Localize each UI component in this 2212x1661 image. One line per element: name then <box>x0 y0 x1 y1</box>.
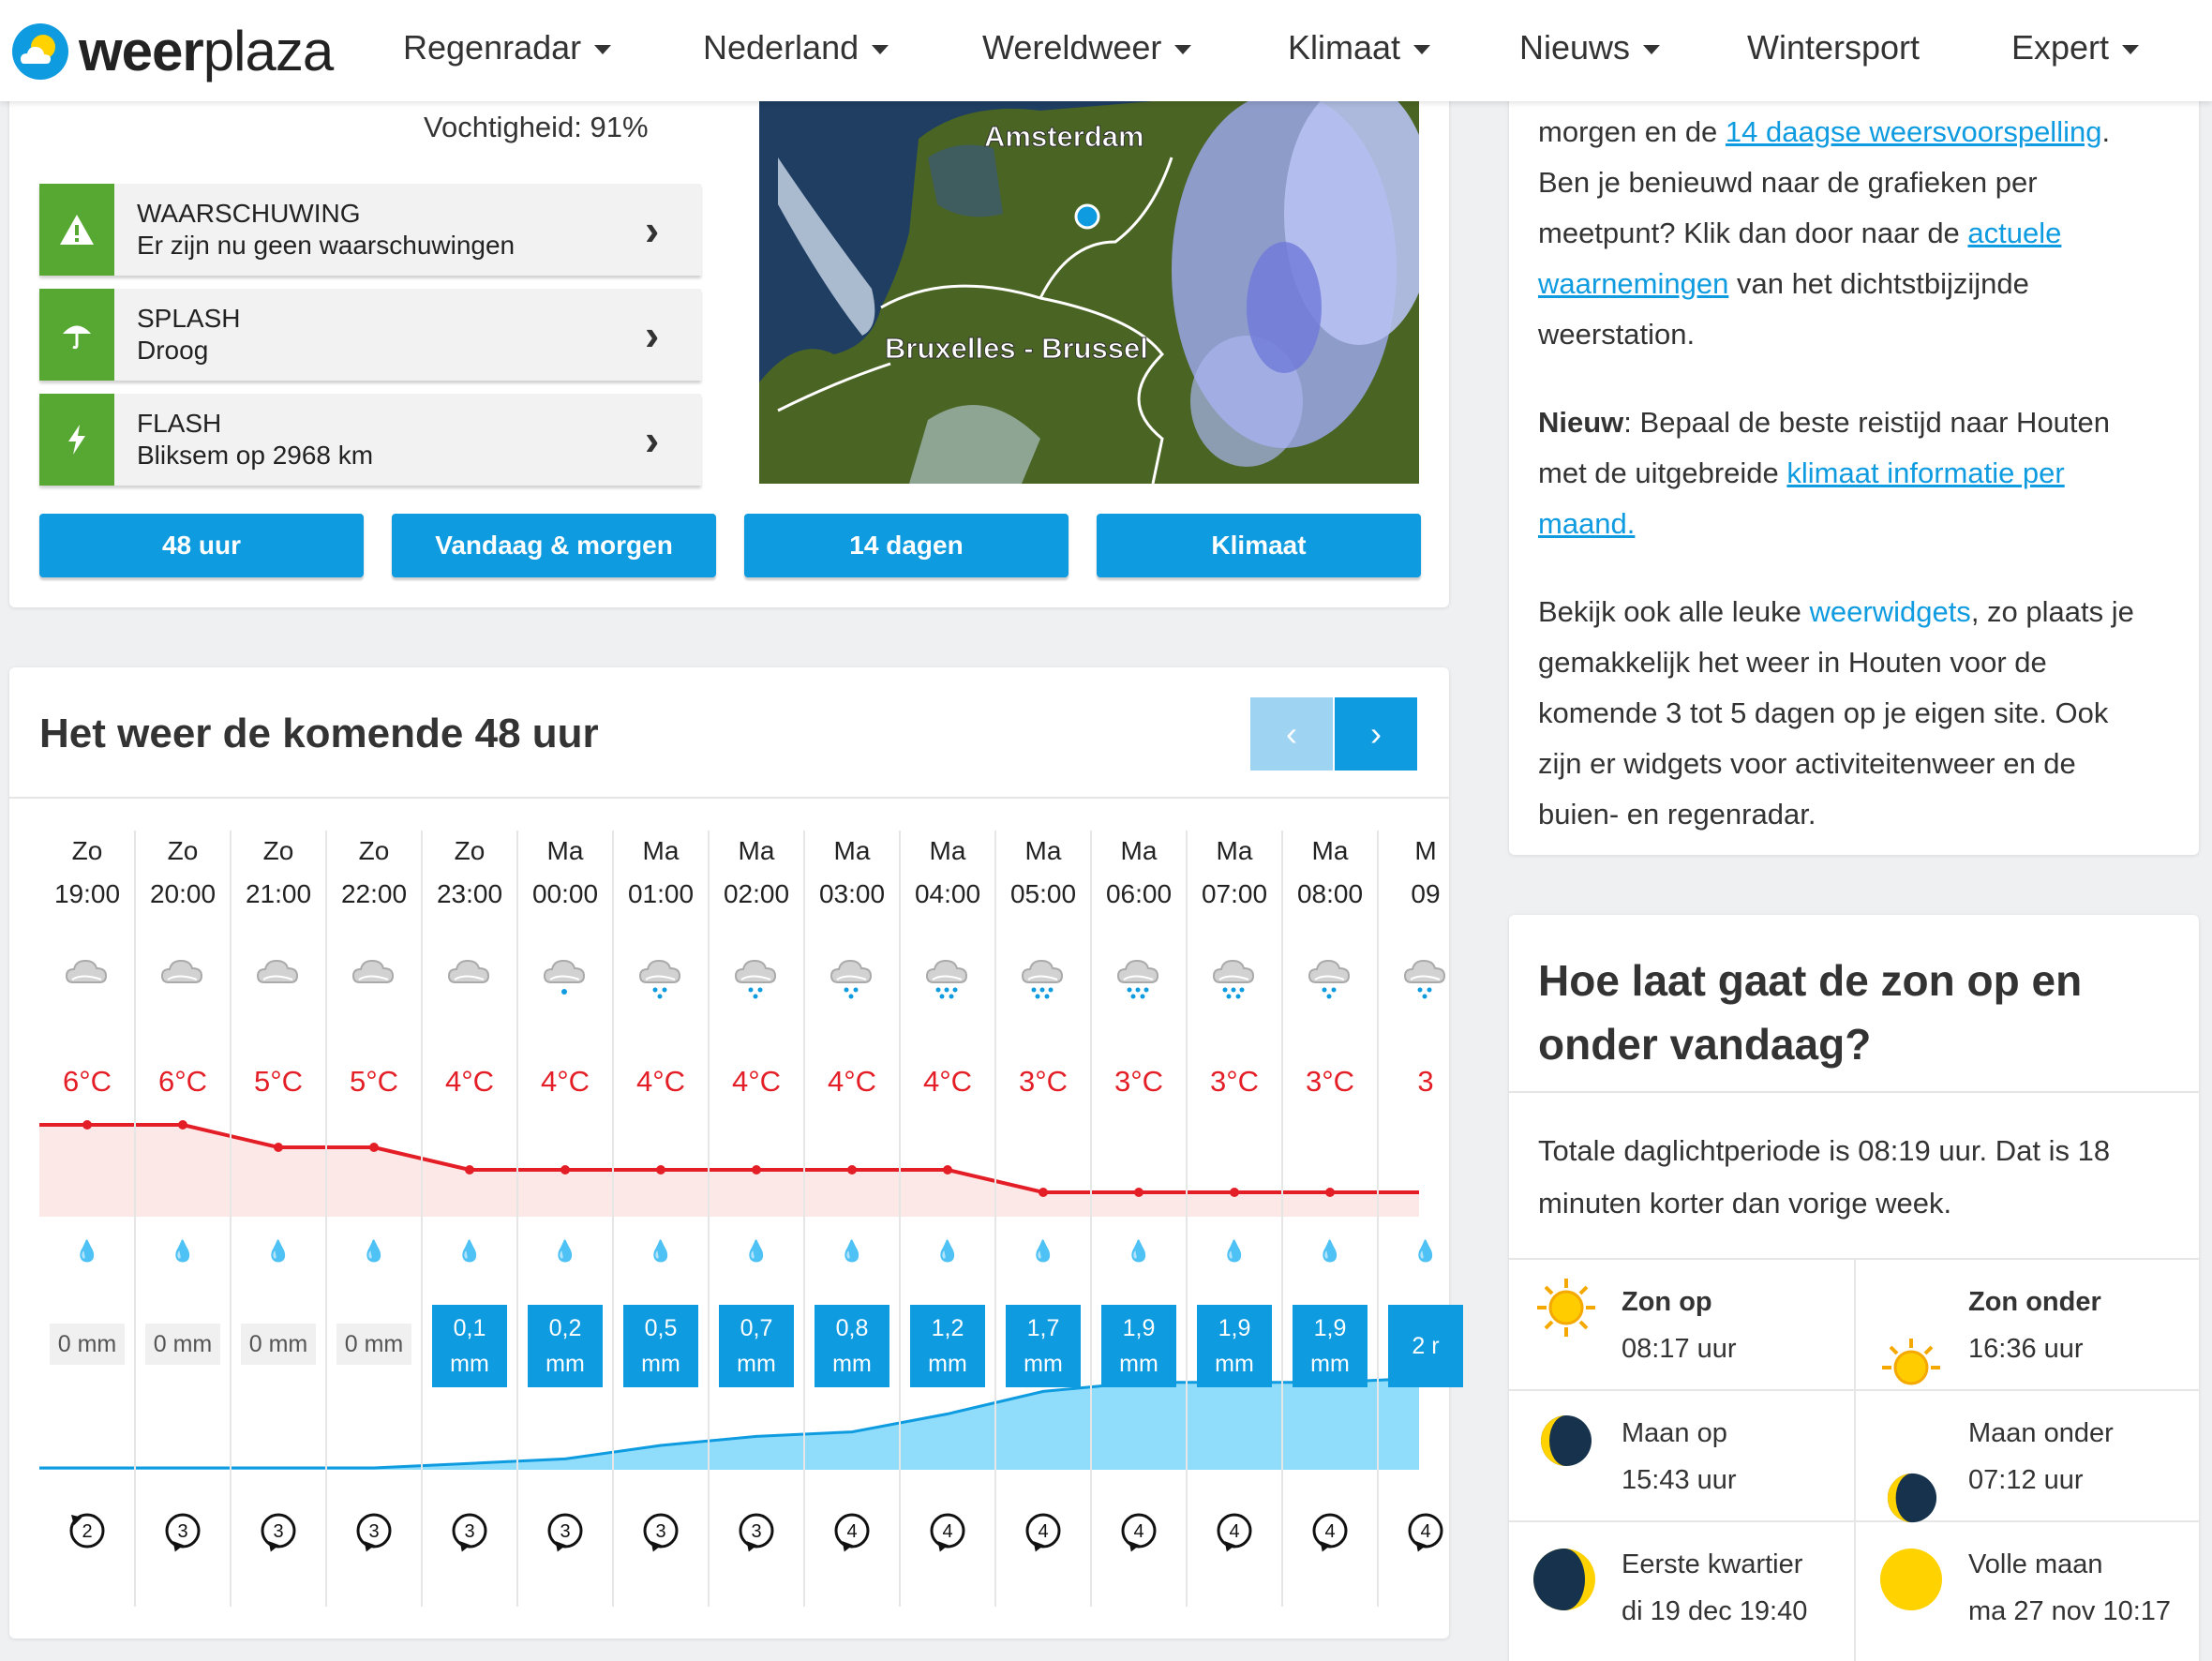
chevron-down-icon <box>594 45 611 54</box>
forecast-hour-column <box>231 804 326 1607</box>
wind-direction-icon <box>1115 1507 1162 1554</box>
warning-alert[interactable] <box>39 184 701 276</box>
button-klimaat[interactable]: Klimaat <box>1097 514 1421 577</box>
hour-temperature: 5°C <box>349 1065 399 1098</box>
top-navbar <box>0 0 2212 101</box>
hour-precipitation: 1,9 mm <box>1293 1305 1368 1387</box>
forecast-title: Het weer de komende 48 uur <box>39 711 599 756</box>
nav-wintersport[interactable]: Wintersport <box>1747 28 1921 67</box>
cloud-icon <box>159 954 206 1001</box>
umbrella-icon <box>60 318 94 352</box>
drizzle-icon <box>542 954 589 1001</box>
raindrop-icon: 💧 <box>743 1239 770 1263</box>
chevron-right-icon: › <box>645 205 660 254</box>
forecast-hour-column <box>422 804 517 1607</box>
wind-direction-icon <box>829 1507 875 1554</box>
map-label-amsterdam: Amsterdam <box>984 120 1144 153</box>
raindrop-icon: 💧 <box>361 1239 387 1263</box>
button-14-dagen[interactable]: 14 dagen <box>744 514 1069 577</box>
alert-title: SPLASH <box>137 304 241 333</box>
cloud-icon <box>351 954 397 1001</box>
chevron-down-icon <box>1413 45 1430 54</box>
alert-text: Er zijn nu geen waarschuwingen <box>137 231 516 260</box>
wind-direction-icon <box>159 1507 206 1554</box>
chevron-right-icon: › <box>1370 714 1382 753</box>
nav-regenradar[interactable]: Regenradar <box>403 28 611 67</box>
heavy-rain-icon <box>924 954 971 1001</box>
moonrise-label: Maan op <box>1622 1418 1727 1448</box>
wind-force: 4 <box>1420 1521 1431 1542</box>
wind-direction-icon <box>446 1507 493 1554</box>
forecast-hour-column <box>709 804 804 1607</box>
link-weerwidgets[interactable]: weerwidgets <box>1809 595 1971 628</box>
hour-day: Ma <box>1311 836 1349 865</box>
hour-day: Ma <box>642 836 680 865</box>
prev-button[interactable] <box>1250 697 1333 771</box>
rain-icon <box>1402 954 1449 1001</box>
wind-force: 2 <box>82 1521 93 1542</box>
moonset-label: Maan onder <box>1968 1418 2114 1448</box>
full-moon-date: ma 27 nov 10:17 <box>1968 1596 2172 1626</box>
lightning-icon <box>65 423 89 456</box>
moonrise-time: 15:43 uur <box>1622 1465 1737 1495</box>
hour-time: 21:00 <box>245 879 312 908</box>
raindrop-icon: 💧 <box>934 1239 961 1263</box>
hour-temperature: 6°C <box>157 1065 208 1098</box>
sunset-icon <box>1880 1337 1942 1387</box>
forecast-hour-column <box>1091 804 1187 1607</box>
hour-time: 08:00 <box>1296 879 1364 908</box>
splash-alert[interactable] <box>39 289 701 381</box>
forecast-hour-column <box>804 804 900 1607</box>
wind-direction-icon <box>637 1507 684 1554</box>
cloud-icon <box>255 954 302 1001</box>
divider <box>9 797 1449 799</box>
moonrise-icon <box>1539 1414 1593 1468</box>
radar-map[interactable] <box>759 101 1419 484</box>
wind-force: 4 <box>1038 1521 1049 1542</box>
wind-direction-icon <box>1020 1507 1067 1554</box>
hour-precipitation: 0 mm <box>145 1324 220 1365</box>
link-actuele-waarnemingen[interactable]: actuele waarnemingen <box>1538 217 2062 300</box>
forecast-hour-column <box>39 804 135 1607</box>
raindrop-icon: 💧 <box>1030 1239 1056 1263</box>
hour-precipitation: 2 r <box>1388 1305 1463 1387</box>
map-label-brussel: Bruxelles - Brussel <box>885 332 1148 365</box>
wind-direction-icon <box>351 1507 397 1554</box>
hour-day: Ma <box>546 836 584 865</box>
flash-alert[interactable] <box>39 394 701 486</box>
hour-day: Ma <box>1120 836 1158 865</box>
sunset-label: Zon onder <box>1968 1287 2101 1317</box>
forecast-hour-column <box>135 804 231 1607</box>
hour-time: 07:00 <box>1201 879 1268 908</box>
chevron-down-icon <box>1174 45 1191 54</box>
hour-precipitation: 0 mm <box>336 1324 411 1365</box>
rain-icon <box>829 954 875 1001</box>
rain-icon <box>733 954 780 1001</box>
first-quarter-date: di 19 dec 19:40 <box>1622 1596 1808 1626</box>
nav-wereldweer[interactable]: Wereldweer <box>982 28 1191 67</box>
hour-precipitation: 0,8 mm <box>815 1305 889 1387</box>
hour-day: Zo <box>71 836 103 865</box>
info-text: morgen en de 14 daagse weersvoorspelling. Ben je benieuwd naar de grafieken per meetpunt? Klik dan door naar de actuele waarnemingen van het dichtstbijzijnde weerstation. Nieuw: Bepaal de beste reistijd naar Houten met de uitgebreide klimaat informatie per maand. Bekijk ook alle leuke weerwidgets, zo plaats je gemakkelijk het weer in Houten voor de komende 3 tot 5 dagen op je eigen site. Ook zijn er widgets voor activiteitenweer en de buien- en regenradar. <box>1538 115 2134 830</box>
forecast-hour-column <box>995 804 1091 1607</box>
hour-precipitation: 1,2 mm <box>910 1305 985 1387</box>
raindrop-icon: 💧 <box>648 1239 674 1263</box>
link-klimaat-info[interactable]: klimaat informatie per maand. <box>1538 456 2065 540</box>
hour-precipitation: 0,5 mm <box>623 1305 698 1387</box>
moonset-icon <box>1886 1472 1938 1524</box>
hour-temperature: 4°C <box>922 1065 973 1098</box>
chevron-down-icon <box>872 45 889 54</box>
forecast-hour-column <box>517 804 613 1607</box>
heavy-rain-icon <box>1115 954 1162 1001</box>
wind-force: 4 <box>942 1521 953 1542</box>
forecast-hour-column <box>1378 804 1473 1607</box>
daylight-text: Totale daglichtperiode is 08:19 uur. Dat is 18 minuten korter dan vorige week. <box>1538 1134 2111 1220</box>
hour-temperature: 3°C <box>1305 1065 1355 1098</box>
hour-time: 22:00 <box>340 879 408 908</box>
next-button[interactable] <box>1335 697 1417 771</box>
raindrop-icon: 💧 <box>1317 1239 1343 1263</box>
nav-klimaat[interactable]: Klimaat <box>1288 28 1430 67</box>
hour-time: 23:00 <box>436 879 503 908</box>
wind-direction-icon <box>542 1507 589 1554</box>
hour-time: 05:00 <box>1009 879 1077 908</box>
hour-temperature: 5°C <box>253 1065 304 1098</box>
first-quarter-label: Eerste kwartier <box>1622 1549 1803 1579</box>
hour-time: 09 <box>1411 879 1441 908</box>
hour-day: Ma <box>738 836 775 865</box>
alert-text: Droog <box>137 336 209 365</box>
wind-force: 4 <box>1324 1521 1336 1542</box>
button-48-uur[interactable]: 48 uur <box>39 514 364 577</box>
nav-nieuws[interactable]: Nieuws <box>1519 28 1660 67</box>
hour-day: Zo <box>262 836 294 865</box>
heavy-rain-icon <box>1020 954 1067 1001</box>
alert-title: WAARSCHUWING <box>137 199 361 228</box>
sunset-time: 16:36 uur <box>1968 1334 2084 1364</box>
raindrop-icon: 💧 <box>1221 1239 1248 1263</box>
full-moon-icon <box>1878 1547 1944 1612</box>
sun-title: Hoe laat gaat de zon op en onder vandaag? <box>1538 956 2083 1069</box>
raindrop-icon: 💧 <box>839 1239 865 1263</box>
forecast-hour-column <box>1187 804 1282 1607</box>
nav-expert[interactable]: Expert <box>2011 28 2139 67</box>
hour-day: Zo <box>454 836 486 865</box>
hour-precipitation: 1,9 mm <box>1101 1305 1176 1387</box>
forecast-hour-column <box>613 804 709 1607</box>
hour-time: 06:00 <box>1105 879 1173 908</box>
chevron-right-icon: › <box>645 310 660 359</box>
hour-day: Ma <box>1024 836 1062 865</box>
sunrise-icon <box>1535 1277 1597 1339</box>
hour-precipitation: 0,7 mm <box>719 1305 794 1387</box>
wind-direction-icon <box>924 1507 971 1554</box>
hour-time: 00:00 <box>531 879 599 908</box>
wind-force: 3 <box>655 1521 666 1542</box>
hour-temperature: 4°C <box>635 1065 686 1098</box>
radar-map-image <box>759 101 1419 484</box>
hour-time: 01:00 <box>627 879 695 908</box>
hour-time: 19:00 <box>53 879 121 908</box>
hour-temperature: 4°C <box>827 1065 877 1098</box>
hour-temperature: 6°C <box>62 1065 112 1098</box>
hour-day: Ma <box>1216 836 1253 865</box>
raindrop-icon: 💧 <box>265 1239 291 1263</box>
hour-day: M <box>1414 836 1437 865</box>
cloud-icon <box>64 954 111 1001</box>
hour-day: Zo <box>167 836 199 865</box>
nav-nederland[interactable]: Nederland <box>703 28 889 67</box>
rain-icon <box>1307 954 1353 1001</box>
hour-temperature: 4°C <box>444 1065 495 1098</box>
chevron-right-icon: › <box>645 415 660 464</box>
cloud-icon <box>446 954 493 1001</box>
wind-direction-icon <box>1402 1507 1449 1554</box>
sunrise-time: 08:17 uur <box>1622 1334 1737 1364</box>
hour-precipitation: 0,1 mm <box>432 1305 507 1387</box>
chevron-left-icon: ‹ <box>1286 714 1297 753</box>
chevron-down-icon <box>2122 45 2139 54</box>
wind-force: 4 <box>1133 1521 1144 1542</box>
wind-force: 3 <box>464 1521 475 1542</box>
heavy-rain-icon <box>1211 954 1258 1001</box>
hour-temperature: 3°C <box>1113 1065 1164 1098</box>
hour-precipitation: 0 mm <box>50 1324 125 1365</box>
wind-direction-icon <box>1211 1507 1258 1554</box>
forecast-hour-column <box>900 804 995 1607</box>
raindrop-icon: 💧 <box>170 1239 196 1263</box>
forecast-hour-column <box>1282 804 1378 1607</box>
wind-direction-icon <box>64 1507 111 1554</box>
wind-direction-icon <box>733 1507 780 1554</box>
raindrop-icon: 💧 <box>1126 1239 1152 1263</box>
raindrop-icon: 💧 <box>456 1239 483 1263</box>
wind-force: 4 <box>846 1521 858 1542</box>
raindrop-icon: 💧 <box>74 1239 100 1263</box>
hour-temperature: 3 <box>1417 1065 1434 1098</box>
hour-temperature: 3°C <box>1018 1065 1069 1098</box>
hour-time: 20:00 <box>149 879 217 908</box>
hour-temperature: 3°C <box>1209 1065 1260 1098</box>
hour-day: Ma <box>929 836 966 865</box>
hour-temperature: 4°C <box>731 1065 782 1098</box>
logo[interactable] <box>11 19 333 83</box>
wind-force: 3 <box>368 1521 380 1542</box>
wind-force: 3 <box>177 1521 188 1542</box>
sunrise-label: Zon op <box>1622 1287 1712 1317</box>
hour-temperature: 4°C <box>540 1065 590 1098</box>
wind-force: 3 <box>273 1521 284 1542</box>
forecast-hour-column <box>326 804 422 1607</box>
hour-precipitation: 0 mm <box>241 1324 316 1365</box>
wind-force: 3 <box>751 1521 762 1542</box>
raindrop-icon: 💧 <box>1412 1239 1439 1263</box>
wind-direction-icon <box>1307 1507 1353 1554</box>
wind-direction-icon <box>255 1507 302 1554</box>
moonset-time: 07:12 uur <box>1968 1465 2084 1495</box>
hour-precipitation: 0,2 mm <box>528 1305 603 1387</box>
hour-precipitation: 1,7 mm <box>1006 1305 1081 1387</box>
first-quarter-moon-icon <box>1532 1547 1597 1612</box>
humidity-text: Vochtigheid: 91% <box>424 111 649 143</box>
hour-time: 04:00 <box>914 879 981 908</box>
hour-day: Zo <box>358 836 390 865</box>
chevron-down-icon <box>1643 45 1660 54</box>
logo-text: weerplaza <box>79 20 334 82</box>
link-14-daagse[interactable]: 14 daagse weersvoorspelling <box>1725 115 2102 148</box>
alert-title: FLASH <box>137 409 222 438</box>
rain-icon <box>637 954 684 1001</box>
hour-time: 02:00 <box>723 879 790 908</box>
hour-day: Ma <box>833 836 871 865</box>
wind-force: 4 <box>1229 1521 1240 1542</box>
warning-icon <box>58 213 96 247</box>
hour-time: 03:00 <box>818 879 886 908</box>
button-vandaag-morgen[interactable]: Vandaag & morgen <box>392 514 716 577</box>
logo-icon <box>11 22 69 81</box>
alert-text: Bliksem op 2968 km <box>137 441 374 470</box>
hour-precipitation: 1,9 mm <box>1197 1305 1272 1387</box>
full-moon-label: Volle maan <box>1968 1549 2103 1579</box>
wind-force: 3 <box>560 1521 571 1542</box>
raindrop-icon: 💧 <box>552 1239 578 1263</box>
